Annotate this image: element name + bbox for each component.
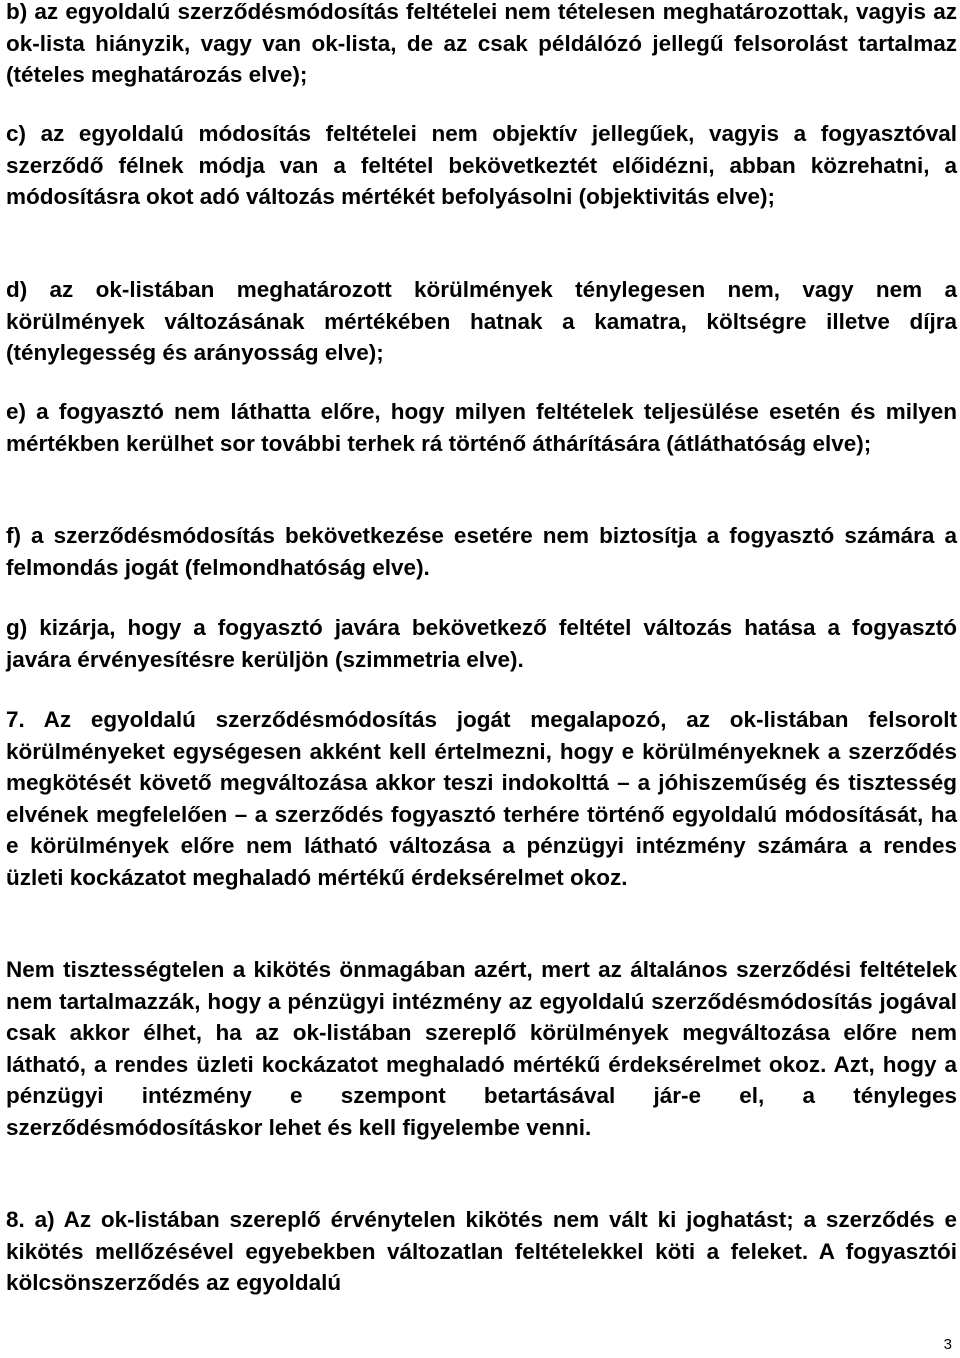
paragraph-8: 8. a) Az ok-listában szereplő érvénytelen kikötés nem vált ki joghatást; a szerződés e kikötés mellőzésével egyebekben változatlan feltételekkel köti a feleket. A fogyasztói kölcsönszerződés az egyoldalú bbox=[6, 1207, 957, 1295]
paragraph-f: f) a szerződésmódosítás bekövetkezése esetére nem biztosítja a fogyasztó számára a felmondás jogát (felmondhatóság elve). bbox=[6, 523, 957, 580]
paragraph-g: g) kizárja, hogy a fogyasztó javára bekövetkező feltétel változás hatása a fogyasztó javára érvényesítésre kerüljön (szimmetria elve). bbox=[6, 615, 957, 672]
paragraph-7: 7. Az egyoldalú szerződésmódosítás jogát megalapozó, az ok-listában felsorolt körülményeket egységesen akként kell értelmezni, hogy e körülményeknek a szerződés megkötését követő megváltozása akkor teszi indokolttá – a jóhiszeműség és tisztesség elvének megfelelően – a szerződés fogyasztó terhére történő egyoldalú módosítását, ha e körülmények előre nem látható változása a pénzügyi intézmény számára a rendes üzleti kockázatot meghaladó mértékű érdeksérelmet okoz. bbox=[6, 707, 957, 890]
paragraph-d: d) az ok-listában meghatározott körülmények ténylegesen nem, vagy nem a körülmények változásának mértékében hatnak a kamatra, költségre illetve díjra (ténylegesség és arányosság elve); bbox=[6, 277, 957, 365]
paragraph-e: e) a fogyasztó nem láthatta előre, hogy milyen feltételek teljesülése esetén és milyen mértékben kerülhet sor további terhek rá történő áthárítására (átláthatóság elve); bbox=[6, 399, 957, 456]
page-number: 3 bbox=[943, 1336, 952, 1353]
paragraph-b: b) az egyoldalú szerződésmódosítás feltételei nem tételesen meghatározottak, vagyis az ok-lista hiányzik, vagy van ok-lista, de az csak példálózó jellegű felsorolást tartalmaz (tételes meghatározás elve); bbox=[6, 0, 957, 87]
paragraph-nem-tisztessegtelen: Nem tisztességtelen a kikötés önmagában azért, mert az általános szerződési feltételek nem tartalmazzák, hogy a pénzügyi intézmény az egyoldalú szerződésmódosítás jogával csak akkor élhet, ha az ok-listában szereplő körülmények megváltozása előre nem látható, a rendes üzleti kockázatot meghaladó mértékű érdeksérelmet okoz. Azt, hogy a pénzügyi intézmény e szempont betartásával jár-e el, a tényleges szerződésmódosításkor lehet és kell figyelembe venni. bbox=[6, 957, 957, 1140]
paragraph-c: c) az egyoldalú módosítás feltételei nem objektív jellegűek, vagyis a fogyasztóval szerződő félnek módja van a feltétel bekövetkeztét előidézni, abban közrehatni, a módosításra okot adó változás mértékét befolyásolni (objektivitás elve); bbox=[6, 121, 957, 209]
